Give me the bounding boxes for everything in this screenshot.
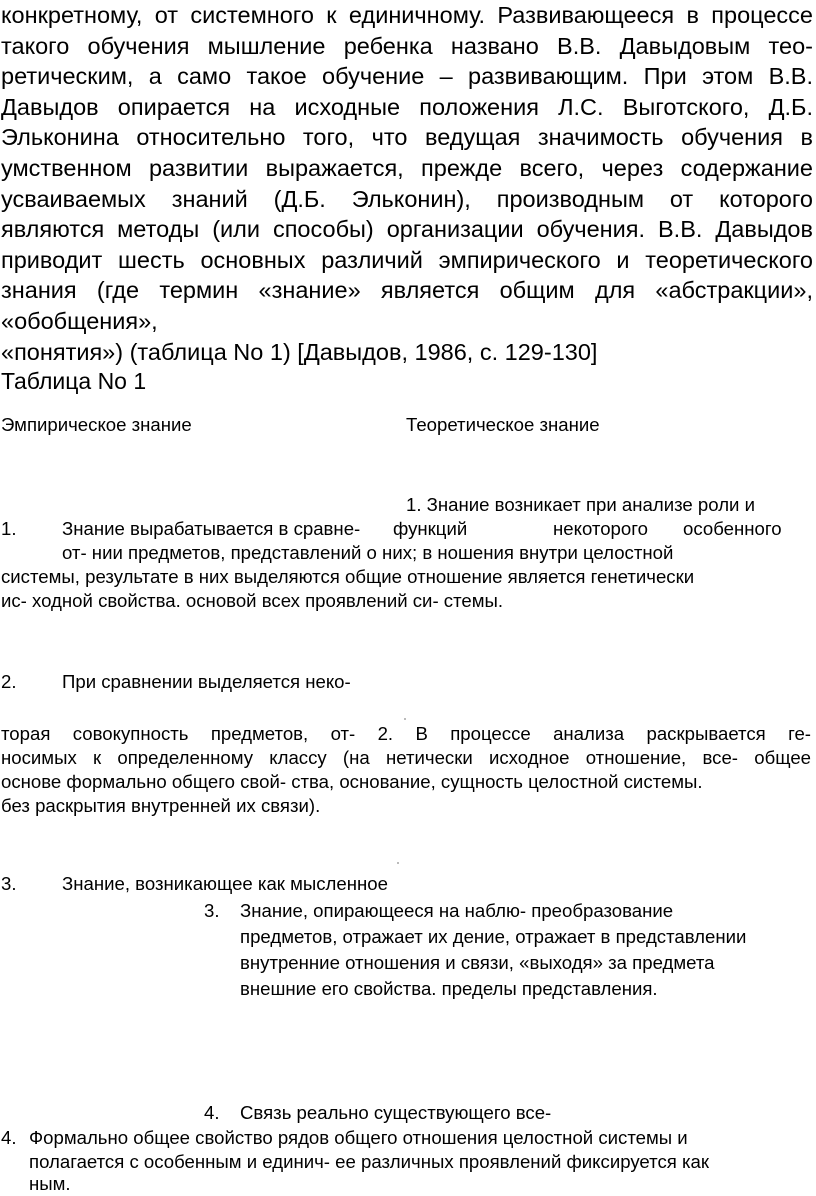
row3-line2: Знание, опирающееся на наблю- преобразование	[240, 900, 674, 921]
body-paragraph	[1, 0, 813, 367]
row4-line1: Связь реально существующего все-	[240, 1102, 552, 1123]
row1-line2-left: Знание вырабатывается в сравне-	[62, 518, 361, 539]
row2-line4: основе формально общего свой- ства, основание, сущность целостной системы.	[1, 771, 703, 792]
scan-dot	[397, 862, 399, 864]
row3-line1: Знание, возникающее как мысленное	[62, 873, 388, 894]
row2-line5: без раскрытия внутренней их связи).	[1, 795, 321, 816]
row1-right-line1: 1. Знание возникает при анализе роли и	[406, 494, 755, 515]
row2-line1: При сравнении выделяется неко-	[62, 671, 351, 692]
paragraph-line: усваиваемых знаний (Д.Б. Эльконин), производным от которого	[1, 185, 813, 212]
row3-line5: внешние его свойства. пределы представления.	[240, 978, 658, 999]
scan-dot	[404, 718, 406, 720]
row1-line2-right: функций	[393, 518, 468, 539]
paragraph-line: «понятия») (таблица No 1) [Давыдов, 1986, с. 129-130]	[1, 338, 598, 365]
paragraph-line: «обобщения»,	[1, 307, 158, 334]
paragraph-line: Эльконина относительно того, что ведущая значимость обучения в	[1, 124, 813, 151]
paragraph-line: умственном развитии выражается, прежде всего, через содержание	[1, 154, 813, 181]
paragraph-line: знания (где термин «знание» является общим для «абстракции»,	[1, 277, 813, 304]
row4-line2: Формально общее свойство рядов общего отношения целостной системы и	[29, 1127, 688, 1148]
row3-number: 3.	[1, 873, 17, 894]
paragraph-line: такого обучения мышление ребенка названо В.В. Давыдовым тео-	[1, 32, 813, 59]
paragraph-line: конкретному, от системного к единичному. Развивающееся в процессе	[1, 2, 813, 28]
row1-line2-right: некоторого	[553, 518, 648, 539]
row3-line4: внутренние отношения и связи, «выходя» за предмета	[240, 952, 715, 973]
row4-line4: ным.	[29, 1173, 71, 1194]
row1-line5: ис- ходной свойства. основой всех проявлений си- стемы.	[1, 590, 504, 611]
column-header-empirical: Эмпирическое знание	[1, 414, 192, 435]
table-caption: Таблица No 1	[1, 368, 147, 394]
row1-line3: от- нии предметов, представлений о них; в ношения внутри целостной	[62, 542, 674, 563]
row4-line3: полагается с особенным и единич- ее различных проявлений фиксируется как	[29, 1151, 710, 1172]
row3-line3: предметов, отражает их дение, отражает в представлении	[240, 926, 747, 947]
row2-number: 2.	[1, 671, 17, 692]
paragraph-line: Давыдов опирается на исходные положения Л.С. Выготского, Д.Б.	[1, 93, 813, 120]
row4-right-number: 4.	[204, 1102, 220, 1123]
row1-line4: системы, результате в них выделяются общие отношение является генетически	[1, 566, 695, 587]
row1-line2-right: особенного	[683, 518, 782, 539]
row4-number: 4.	[1, 1127, 17, 1148]
column-header-theoretical: Теоретическое знание	[406, 414, 600, 435]
row1-number: 1.	[1, 518, 17, 539]
row3-right-number: 3.	[204, 900, 220, 921]
row2-line2: торая совокупность предметов, от- 2. В процессе анализа раскрывается ге-	[1, 723, 811, 744]
row2-line3: носимых к определенному классу (на нетически исходное отношение, все- общее	[1, 747, 811, 768]
paragraph-line: являются методы (или способы) организации обучения. В.В. Давыдов	[1, 216, 813, 243]
paragraph-line: приводит шесть основных различий эмпирического и теоретического	[1, 246, 813, 273]
paragraph-line: ретическим, а само такое обучение – развивающим. При этом В.В.	[1, 63, 813, 90]
